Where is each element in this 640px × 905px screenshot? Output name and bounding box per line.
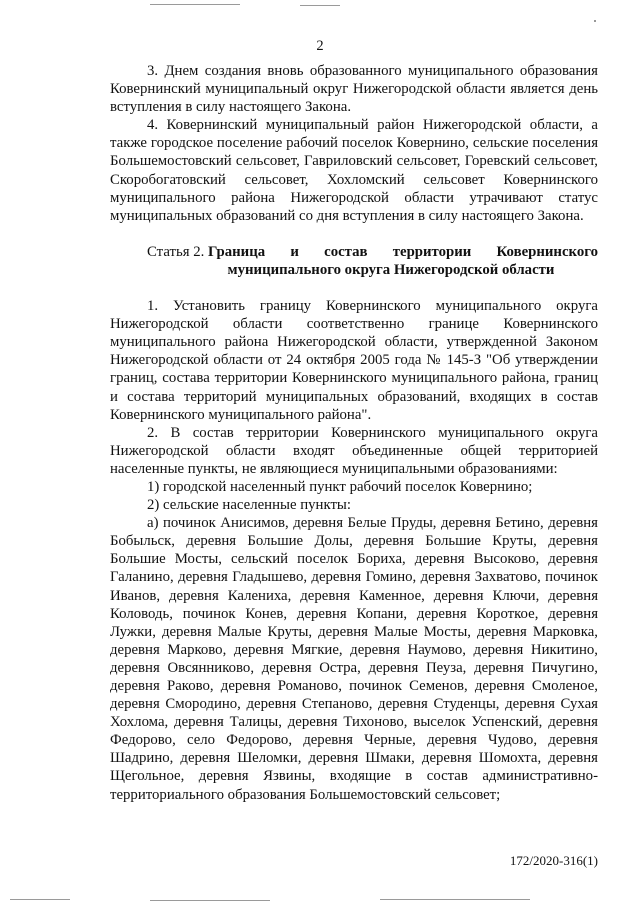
article-heading	[110, 243, 598, 279]
list-item-1: 1) городской населенный пункт рабочий поселок Ковернино;	[147, 478, 533, 495]
scan-artifact-bottom-2	[150, 900, 270, 901]
document-code: 172/2020-316(1)	[509, 853, 598, 868]
paragraph-3: 3. Днем создания вновь образованного муниципального образования Ковернинский муниципальный округ Нижегородской области является день вступления в силу настоящего Закона.	[110, 63, 598, 116]
article-paragraph-1: 1. Установить границу Ковернинского муниципального округа Нижегородской области соответственно границе Ковернинского муниципального района Нижегородской области, утвержденной Законом Нижегородской области от 24 октября 2005 года № 145-З "Об утверждении границ, состава территории Ковернинского муниципального района, границ и состава территорий муниципальных образований, входящих в состав Ковернинского муниципального района".	[110, 298, 598, 423]
list-item-2: 2) сельские населенные пункты:	[147, 497, 351, 514]
scan-artifact-top	[150, 4, 240, 5]
scan-dot	[594, 20, 596, 22]
scan-artifact-bottom	[10, 899, 70, 900]
article-title-line2: муниципального округа Нижегородской области	[227, 261, 555, 278]
paragraph-4: 4. Ковернинский муниципальный район Нижегородской области, а также городское поселение рабочий поселок Ковернино, сельские поселения Большемостовский сельсовет, Гавриловский сельсовет, Горевский сельсовет, Скоробогатовский сельсовет, Хохломский сельсовет Ковернинского муниципального района Нижегородской области утрачивают статус муниципальных образований со дня вступления в силу настоящего Закона.	[110, 117, 598, 224]
article-label: Статья 2.	[147, 243, 209, 260]
scan-artifact-top-2	[300, 5, 340, 6]
scan-artifact-bottom-3	[380, 899, 530, 900]
article-paragraph-2: 2. В состав территории Ковернинского муниципального округа Нижегородской области входят объединенные общей территорией населенные пункты, не являющиеся муниципальными образованиями:	[110, 424, 598, 477]
document-body	[110, 62, 598, 804]
article-title-line1: Граница и состав территории Ковернинского	[208, 243, 598, 260]
list-item-2a: а) починок Анисимов, деревня Белые Пруды, деревня Бетино, деревня Бобыльск, деревня Большие Долы, деревня Большие Круты, деревня Большие Мосты, сельский поселок Бориха, деревня Высоково, деревня Галанино, деревня Гладышево, деревня Гомино, деревня Захватово, починок Иванов, деревня Калениха, деревня Каменное, деревня Ключи, деревня Коловодь, починок Конев, деревня Копани, деревня Короткое, деревня Лужки, деревня Малые Круты, деревня Малые Мосты, деревня Марковка, деревня Марково, деревня Мягкие, деревня Наумово, деревня Никитино, деревня Овсянниково, деревня Острa, деревня Пеуза, деревня Пичугино, деревня Раково, деревня Романово, починок Семенов, деревня Смоленое, деревня Смородино, деревня Степаново, деревня Студенцы, деревня Сухая Хохлома, деревня Талицы, деревня Тихоново, выселок Успенский, деревня Федорово, село Федорово, деревня Черные, деревня Чудово, деревня Шадрино, деревня Шеломки, деревня Шмаки, деревня Шомохта, деревня Щегольное, деревня Язвины, входящие в состав административно-территориального образования Большемостовский сельсовет;	[110, 515, 598, 803]
page-number: 2	[316, 38, 324, 54]
